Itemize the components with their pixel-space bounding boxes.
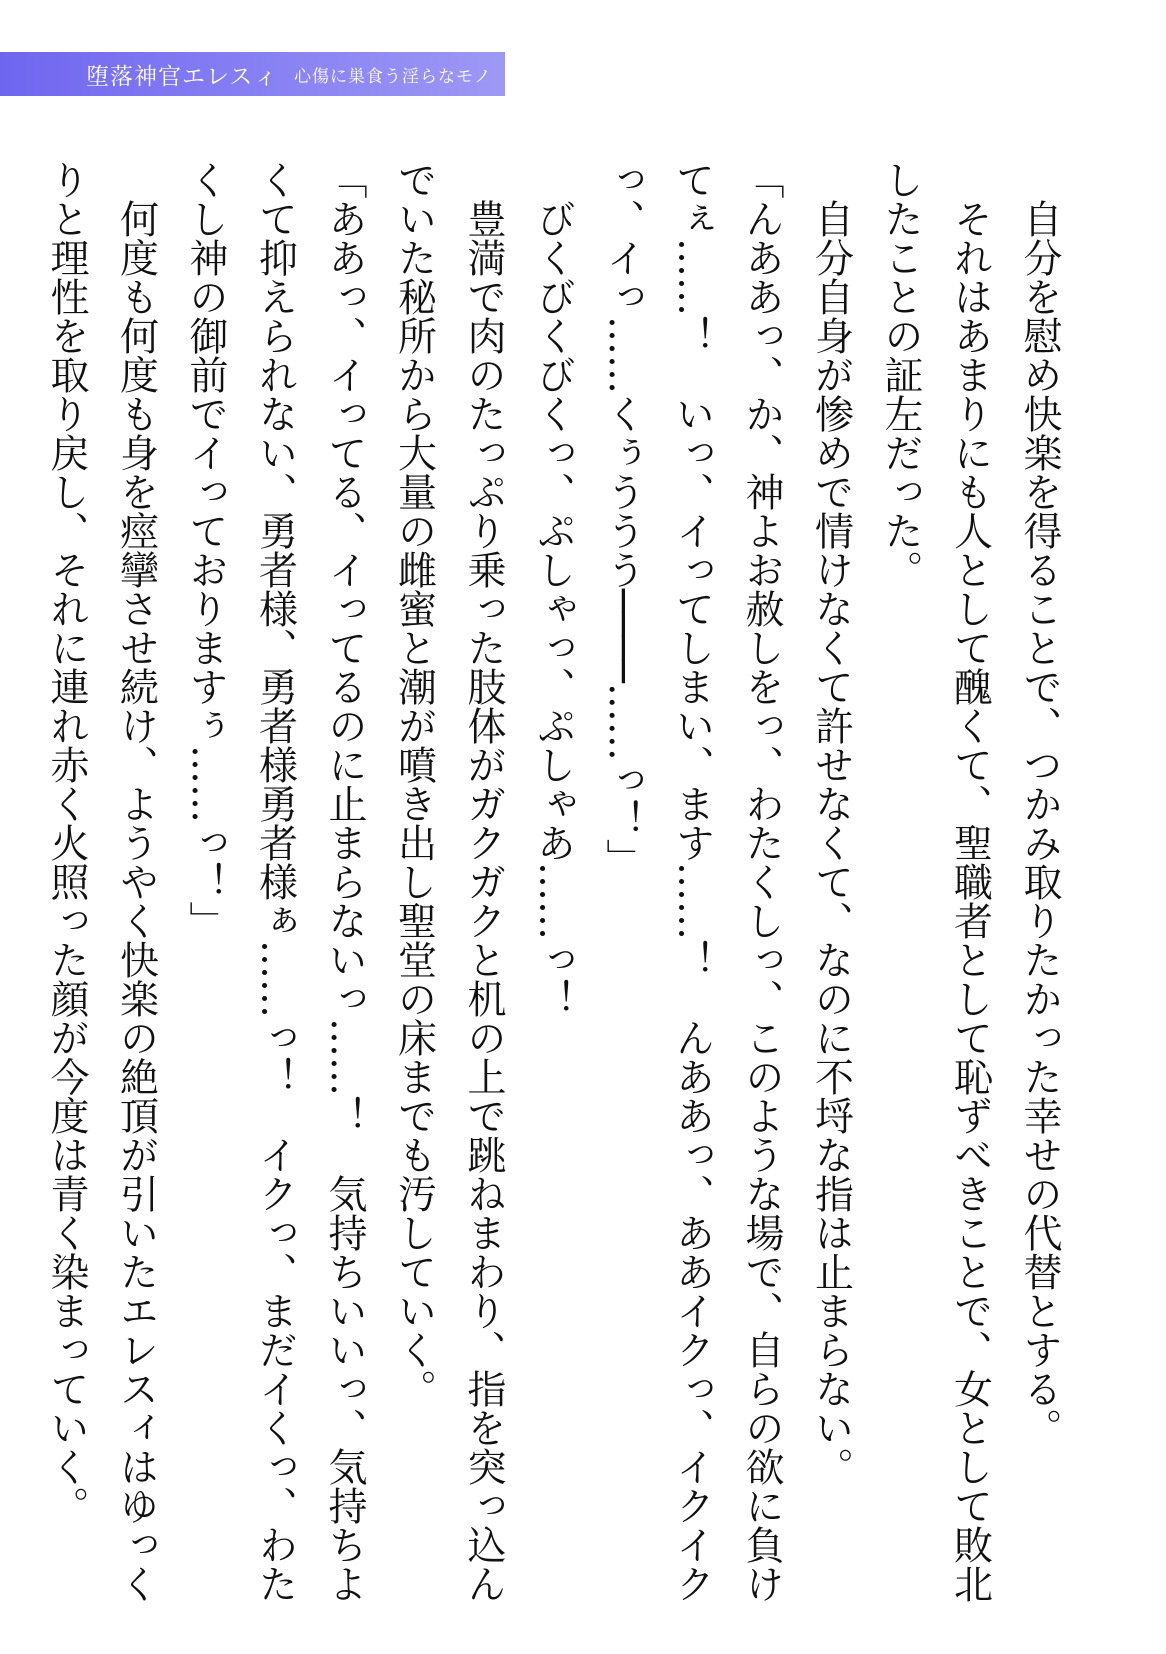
- paragraph: 自分自身が惨めで情けなくて許せなくて、なのに不埒な指は止まらない。: [808, 199, 854, 1486]
- dialogue-paragraph: 「ああっ、イってる、イってるのに止まらないっ……！ 気持ちいいっ、気持ちよくて抑えられない、勇者様、勇者様勇者様ぁ……っ！ イクっ、まだイくっ、わたくし神の御前でイっておりますぅ……っ！」: [183, 160, 367, 1603]
- paragraph: 何度も何度も身を痙攣させ続け、ようやく快楽の絶頂が引いたエレスィはゆっくりと理性を取り戻し、それに連れ赤く火照った顔が今度は青く染まっていく。: [44, 160, 159, 1603]
- dialogue-paragraph: 「んああっ、か、神よお赦しをっ、わたくしっ、このような場で、自らの欲に負けてぇ……！ いっ、イってしまい、ます……！ んああっ、ああイクっ、イクイクっ、イっ……くぅううう────……っ！」: [600, 160, 784, 1603]
- book-title: 堕落神官エレスィ: [86, 63, 278, 90]
- header-banner: [0, 52, 505, 96]
- paragraph: それはあまりにも人として醜くて、聖職者として恥ずべきことで、女として敗北したことの証左だった。: [878, 160, 993, 1603]
- paragraph: 豊満で肉のたっぷり乗った肢体がガクガクと机の上で跳ねまわり、指を突っ込んでいた秘所から大量の雌蜜と潮が噴き出し聖堂の床までも汚していく。: [391, 160, 506, 1603]
- book-subtitle: 心傷に巣食う淫らなモノ: [294, 66, 492, 87]
- paragraph: びくびくびくっ、ぷしゃっ、ぷしゃあ……っ！: [530, 199, 576, 1018]
- paragraph: 自分を慰め快楽を得ることで、つかみ取りたかった幸せの代替とする。: [1017, 199, 1062, 1447]
- body-text: [44, 160, 1074, 1620]
